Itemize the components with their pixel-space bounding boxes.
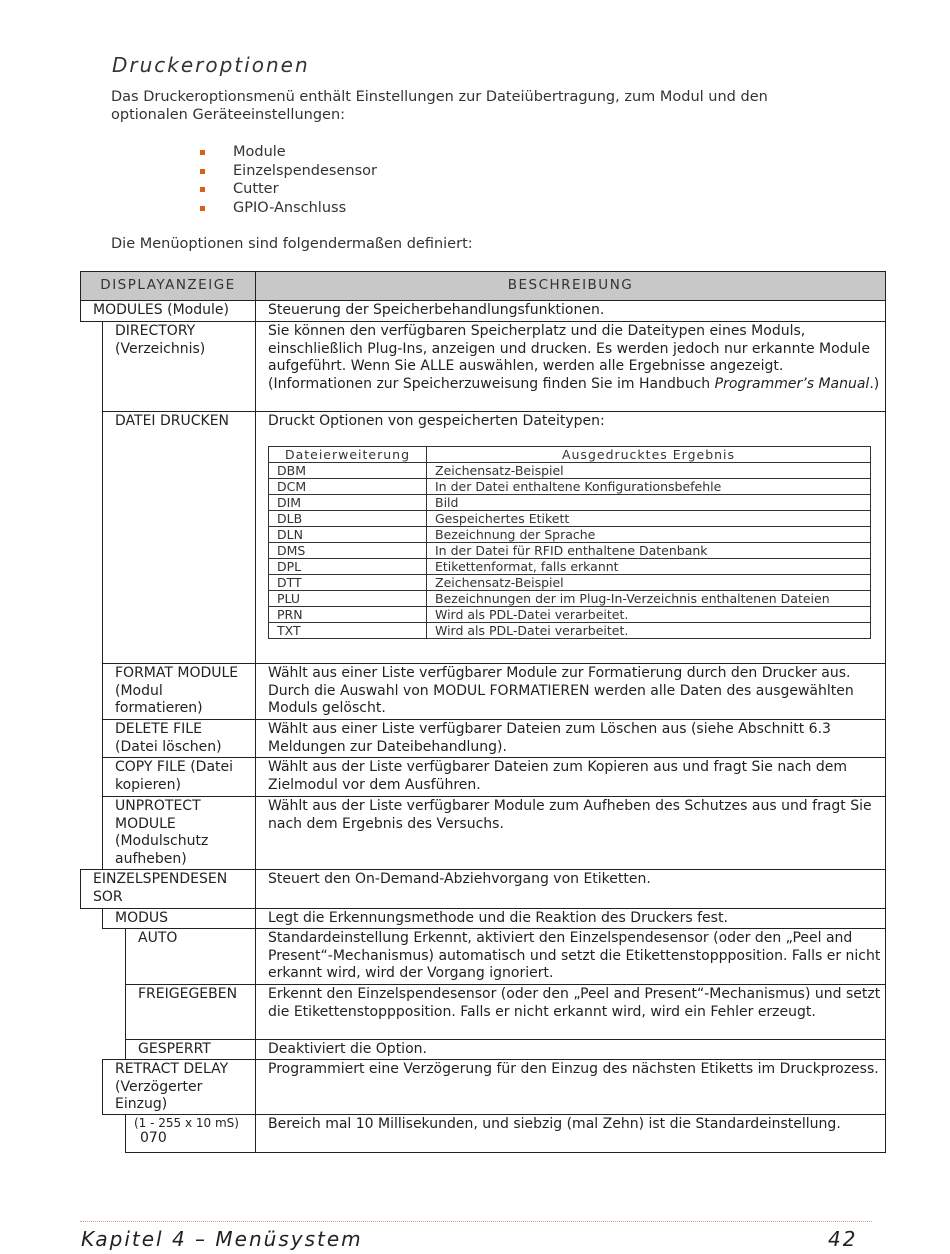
- list-item-label: GPIO-Anschluss: [233, 199, 347, 216]
- table-row: [269, 479, 871, 495]
- display-cell: RETRACT DELAY (Verzögerter Einzug): [102, 1059, 256, 1115]
- bullet-icon: [200, 206, 205, 211]
- table-row: [102, 1059, 886, 1115]
- table-row: [102, 796, 886, 870]
- table-row: [102, 908, 886, 929]
- table-row: [102, 757, 886, 797]
- list-item-label: Einzelspendesensor: [233, 162, 377, 179]
- display-cell: UNPROTECT MODULE (Modulschutz aufheben): [102, 796, 256, 870]
- result-cell: Zeichensatz-Beispiel: [427, 463, 871, 479]
- description-cell: Steuerung der Speicherbehandlungsfunktionen.: [255, 300, 886, 322]
- list-item: [200, 163, 377, 182]
- description-cell: [255, 321, 886, 412]
- display-cell: DIRECTORY (Verzeichnis): [102, 321, 256, 412]
- option-list: [200, 144, 377, 218]
- display-cell: GESPERRT: [125, 1039, 256, 1060]
- display-cell: MODUS: [102, 908, 256, 929]
- table-row: [125, 1114, 886, 1153]
- display-cell: [125, 1114, 256, 1153]
- section-title: Druckeroptionen: [112, 53, 310, 77]
- bullet-icon: [200, 169, 205, 174]
- table-header: [80, 271, 886, 301]
- bullet-icon: [200, 187, 205, 192]
- result-cell: Bezeichnungen der im Plug-In-Verzeichnis enthaltenen Dateien: [427, 591, 871, 607]
- subtable-header-extension: Dateierweiterung: [269, 447, 427, 463]
- description-cell: Wählt aus der Liste verfügbarer Dateien zum Kopieren aus und fragt Sie nach dem Zielmodul vor dem Ausführen.: [255, 757, 886, 797]
- result-cell: Bezeichnung der Sprache: [427, 527, 871, 543]
- table-row: [102, 719, 886, 758]
- table-row: [102, 663, 886, 720]
- result-cell: In der Datei enthaltene Konfigurationsbefehle: [427, 479, 871, 495]
- list-item: [200, 144, 377, 163]
- table-row: [269, 623, 871, 639]
- display-cell: DELETE FILE (Datei löschen): [102, 719, 256, 758]
- header-display: DISPLAYANZEIGE: [80, 271, 256, 301]
- header-description: BESCHREIBUNG: [255, 271, 886, 301]
- page-number: 42: [828, 1227, 858, 1251]
- list-item: [200, 181, 377, 200]
- list-item: [200, 200, 377, 219]
- table-row: [269, 591, 871, 607]
- table-row: [269, 559, 871, 575]
- list-item-label: Module: [233, 144, 286, 160]
- description-cell: Wählt aus einer Liste verfügbarer Dateien zum Löschen aus (siehe Abschnitt 6.3 Meldungen zur Dateibehandlung).: [255, 719, 886, 758]
- result-cell: In der Datei für RFID enthaltene Datenbank: [427, 543, 871, 559]
- subtable-header-row: [269, 447, 871, 463]
- intro-paragraph: Das Druckeroptionsmenü enthält Einstellungen zur Dateiübertragung, zum Modul und den optionalen Geräteeinstellungen:: [111, 89, 768, 123]
- table-row: [269, 527, 871, 543]
- description-text: Sie können den verfügbaren Speicherplatz und die Dateitypen eines Moduls, einschließlich Plug-Ins, anzeigen und drucken. Es werden jedoch nur erkannte Module aufgeführt. Wenn Sie ALLE auswählen, werden alle Ergebnisse angezeigt. (Informationen zur Speicherzuweisung finden Sie im Handbuch: [268, 323, 870, 392]
- description-cell: Programmiert eine Verzögerung für den Einzug des nächsten Etiketts im Druckprozess.: [255, 1059, 886, 1115]
- bullet-icon: [200, 150, 205, 155]
- result-cell: Etikettenformat, falls erkannt: [427, 559, 871, 575]
- table-row: [125, 928, 886, 985]
- description-cell: Druckt Optionen von gespeicherten Dateitypen:: [255, 411, 886, 664]
- display-cell: AUTO: [125, 928, 256, 985]
- extension-cell: PRN: [269, 607, 427, 623]
- extension-cell: DIM: [269, 495, 427, 511]
- menu-intro-text: Die Menüoptionen sind folgendermaßen definiert:: [111, 236, 473, 252]
- table-row: [269, 463, 871, 479]
- extension-cell: DCM: [269, 479, 427, 495]
- footer-chapter: Kapitel 4 – Menüsystem: [81, 1227, 363, 1251]
- default-value: 070: [140, 1130, 167, 1146]
- table-row: [269, 607, 871, 623]
- file-type-table: [268, 446, 871, 639]
- table-row: [269, 495, 871, 511]
- display-cell: EINZELSPENDESEN SOR: [80, 869, 256, 909]
- result-cell: Wird als PDL-Datei verarbeitet.: [427, 623, 871, 639]
- subtable-header-result: Ausgedrucktes Ergebnis: [427, 447, 871, 463]
- table-row: [269, 511, 871, 527]
- description-cell: Erkennt den Einzelspendesensor (oder den „Peel and Present“-Mechanismus) und setzt die Etikettenstoppposition. Falls er nicht erkannt wird, wird ein Fehler erzeugt.: [255, 984, 886, 1040]
- description-cell: Bereich mal 10 Millisekunden, und siebzig (mal Zehn) ist die Standardeinstellung.: [255, 1114, 886, 1153]
- table-row: [125, 984, 886, 1040]
- display-cell: DATEI DRUCKEN: [102, 411, 256, 664]
- display-cell: MODULES (Module): [80, 300, 256, 322]
- extension-cell: DLN: [269, 527, 427, 543]
- result-cell: Gespeichertes Etikett: [427, 511, 871, 527]
- result-cell: Bild: [427, 495, 871, 511]
- extension-cell: DLB: [269, 511, 427, 527]
- description-cell: Deaktiviert die Option.: [255, 1039, 886, 1060]
- list-item-label: Cutter: [233, 181, 279, 197]
- table-row: [102, 321, 886, 412]
- description-cell: Standardeinstellung Erkennt, aktiviert den Einzelspendesensor (oder den „Peel and Present“-Mechanismus) automatisch und setzt die Etikettenstoppposition. Falls er nicht erkannt wird, wird der Vorgang ignoriert.: [255, 928, 886, 985]
- table-row: [125, 1039, 886, 1060]
- extension-cell: TXT: [269, 623, 427, 639]
- table-row: [80, 869, 886, 909]
- description-cell: Legt die Erkennungsmethode und die Reaktion des Druckers fest.: [255, 908, 886, 929]
- display-cell: COPY FILE (Datei kopieren): [102, 757, 256, 797]
- table-row: [269, 543, 871, 559]
- extension-cell: DTT: [269, 575, 427, 591]
- result-cell: Zeichensatz-Beispiel: [427, 575, 871, 591]
- result-cell: Wird als PDL-Datei verarbeitet.: [427, 607, 871, 623]
- description-tail: .): [869, 375, 880, 392]
- description-cell: Wählt aus einer Liste verfügbarer Module zur Formatierung durch den Drucker aus. Durch die Auswahl von MODUL FORMATIEREN werden alle Daten des ausgewählten Moduls gelöscht.: [255, 663, 886, 720]
- manual-title: Programmer’s Manual: [714, 375, 870, 392]
- table-row: [80, 300, 886, 322]
- extension-cell: PLU: [269, 591, 427, 607]
- display-cell: FORMAT MODULE (Modul formatieren): [102, 663, 256, 720]
- range-label: (1 - 255 x 10 mS): [134, 1116, 239, 1130]
- extension-cell: DBM: [269, 463, 427, 479]
- footer-divider: [80, 1221, 872, 1222]
- display-cell: FREIGEGEBEN: [125, 984, 256, 1040]
- table-row: [269, 575, 871, 591]
- description-cell: Steuert den On-Demand-Abziehvorgang von Etiketten.: [255, 869, 886, 909]
- description-cell: Wählt aus der Liste verfügbarer Module zum Aufheben des Schutzes aus und fragt Sie nach dem Ergebnis des Versuchs.: [255, 796, 886, 870]
- extension-cell: DMS: [269, 543, 427, 559]
- extension-cell: DPL: [269, 559, 427, 575]
